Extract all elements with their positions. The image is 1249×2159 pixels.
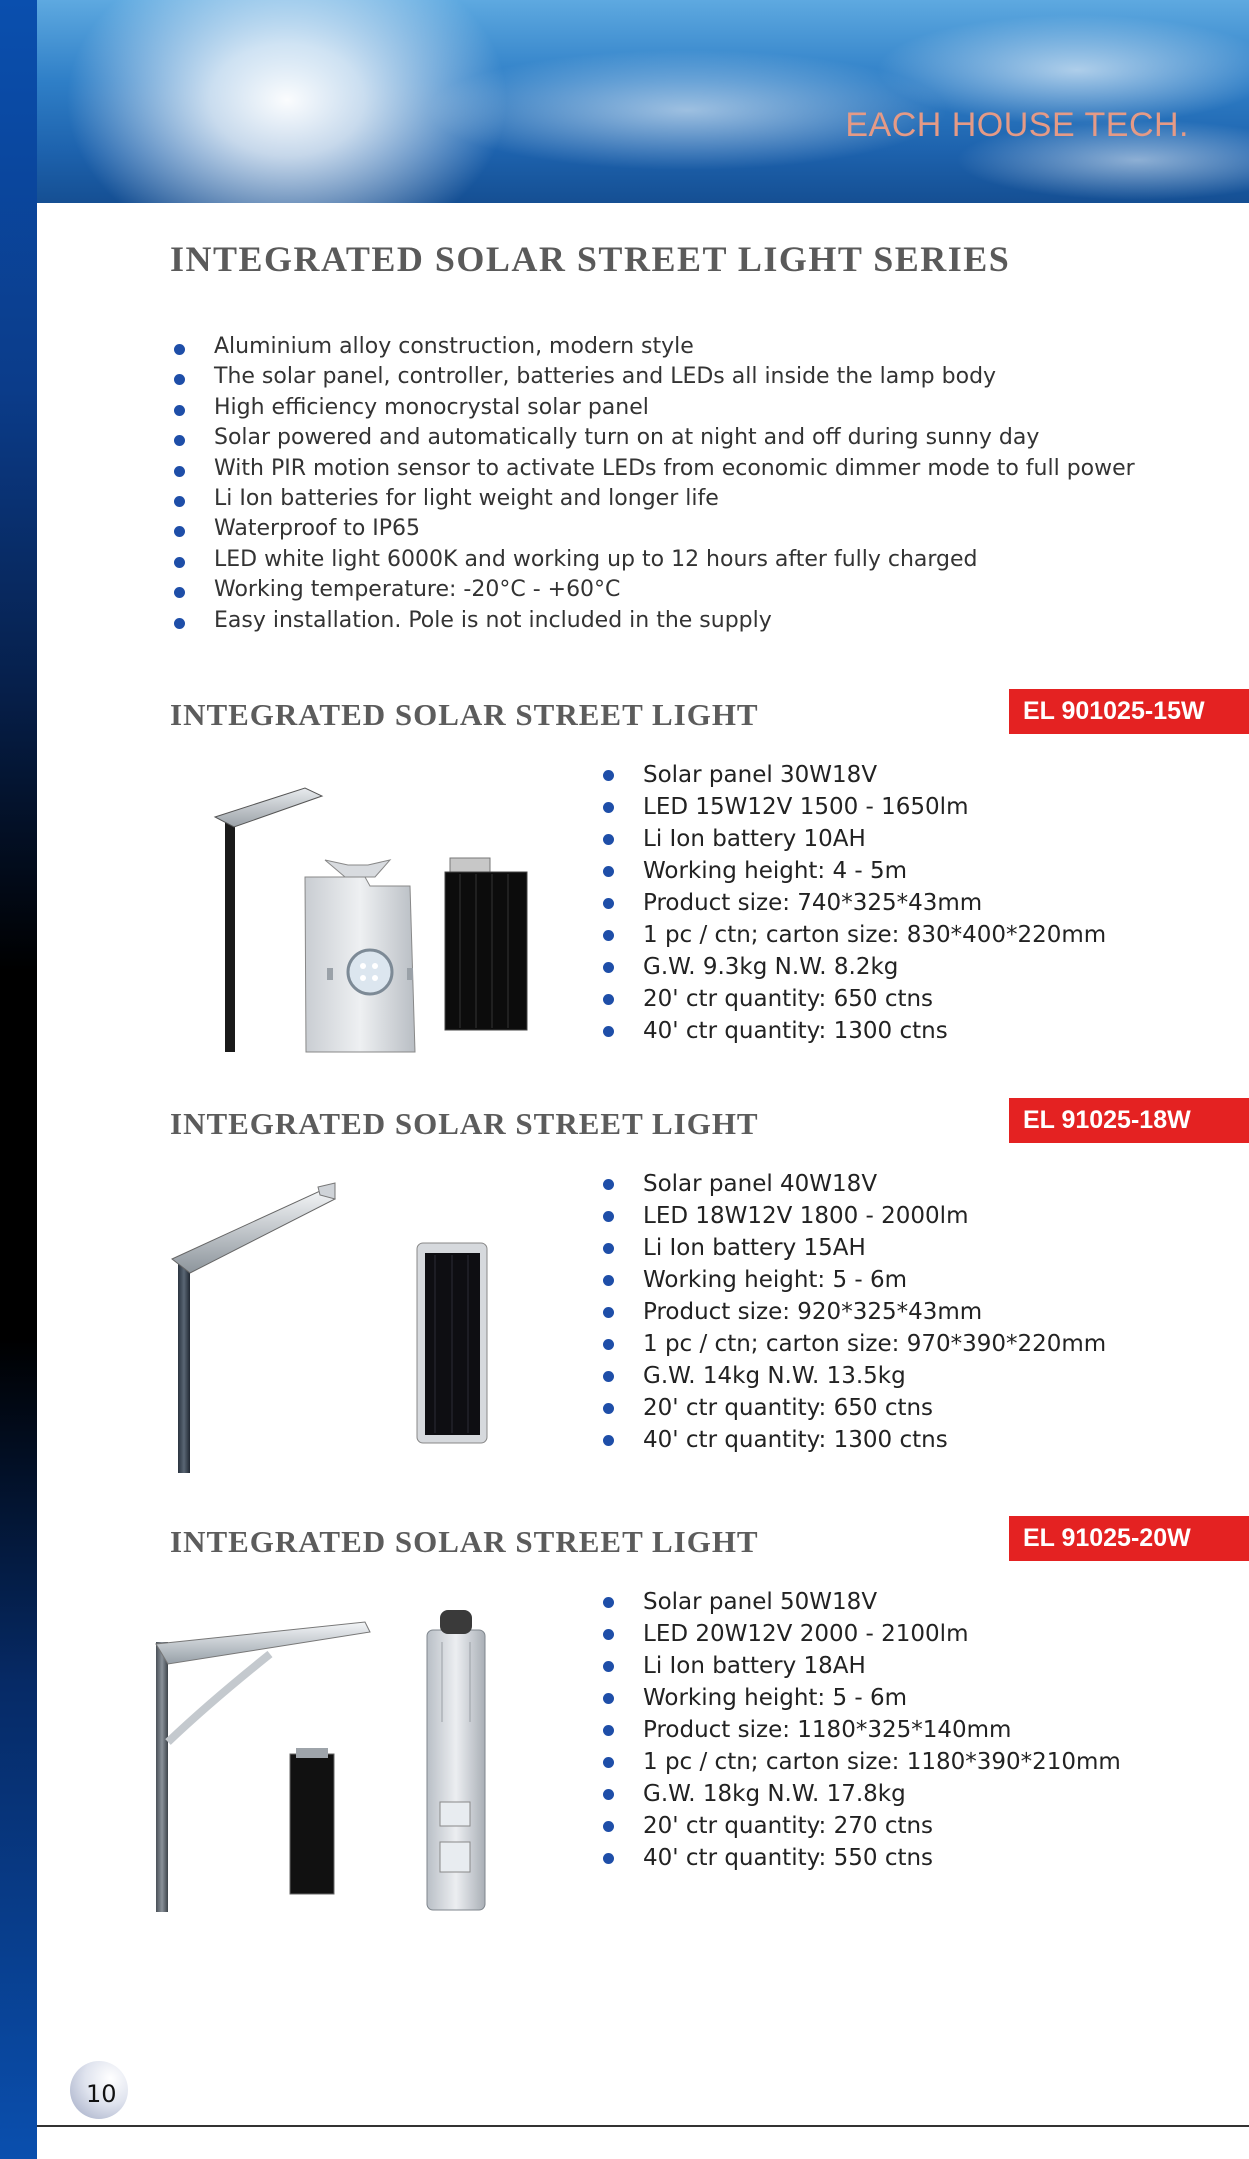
spec-item: 20' ctr quantity: 270 ctns xyxy=(603,1810,1121,1842)
feature-item: Li Ion batteries for light weight and longer life xyxy=(174,484,1135,514)
model-badge: EL 91025-20W xyxy=(1009,1516,1249,1561)
feature-item: Easy installation. Pole is not included in the supply xyxy=(174,606,1135,636)
section-title: INTEGRATED SOLAR STREET LIGHT xyxy=(170,697,759,732)
spec-list xyxy=(603,759,1106,1047)
spec-item: 20' ctr quantity: 650 ctns xyxy=(603,983,1106,1015)
sky-header-banner xyxy=(37,0,1249,203)
feature-list xyxy=(174,332,1135,636)
spec-item: Product size: 740*325*43mm xyxy=(603,887,1106,919)
footer-divider xyxy=(37,2125,1249,2127)
spec-item: Li Ion battery 10AH xyxy=(603,823,1106,855)
feature-item: Aluminium alloy construction, modern style xyxy=(174,332,1135,362)
spec-item: Working height: 4 - 5m xyxy=(603,855,1106,887)
spec-item: Solar panel 30W18V xyxy=(603,759,1106,791)
spec-item: Product size: 1180*325*140mm xyxy=(603,1714,1121,1746)
brand-name: EACH HOUSE TECH. xyxy=(845,106,1189,144)
product-section-18w xyxy=(0,1106,1249,1506)
feature-item: High efficiency monocrystal solar panel xyxy=(174,393,1135,423)
spec-item: 1 pc / ctn; carton size: 830*400*220mm xyxy=(603,919,1106,951)
spec-item: Working height: 5 - 6m xyxy=(603,1264,1106,1296)
spec-item: LED 15W12V 1500 - 1650lm xyxy=(603,791,1106,823)
feature-item: LED white light 6000K and working up to 12 hours after fully charged xyxy=(174,545,1135,575)
page-title: INTEGRATED SOLAR STREET LIGHT SERIES xyxy=(170,239,1011,279)
spec-item: 40' ctr quantity: 1300 ctns xyxy=(603,1015,1106,1047)
feature-item: The solar panel, controller, batteries and LEDs all inside the lamp body xyxy=(174,362,1135,392)
product-section-15w xyxy=(0,697,1249,1097)
feature-item: Waterproof to IP65 xyxy=(174,514,1135,544)
spec-item: 40' ctr quantity: 550 ctns xyxy=(603,1842,1121,1874)
spec-item: 20' ctr quantity: 650 ctns xyxy=(603,1392,1106,1424)
page-number: 10 xyxy=(70,2061,128,2119)
spec-item: LED 20W12V 2000 - 2100lm xyxy=(603,1618,1121,1650)
spec-list xyxy=(603,1168,1106,1456)
street-light-20w-image xyxy=(150,1602,520,1917)
model-badge: EL 91025-18W xyxy=(1009,1098,1249,1143)
spec-item: LED 18W12V 1800 - 2000lm xyxy=(603,1200,1106,1232)
spec-item: Product size: 920*325*43mm xyxy=(603,1296,1106,1328)
spec-item: Working height: 5 - 6m xyxy=(603,1682,1121,1714)
spec-item: 40' ctr quantity: 1300 ctns xyxy=(603,1424,1106,1456)
spec-item: Li Ion battery 15AH xyxy=(603,1232,1106,1264)
street-light-15w-image xyxy=(170,782,550,1057)
spec-item: 1 pc / ctn; carton size: 970*390*220mm xyxy=(603,1328,1106,1360)
spec-item: G.W. 9.3kg N.W. 8.2kg xyxy=(603,951,1106,983)
section-title: INTEGRATED SOLAR STREET LIGHT xyxy=(170,1524,759,1559)
spec-item: Li Ion battery 18AH xyxy=(603,1650,1121,1682)
street-light-18w-image xyxy=(170,1181,510,1476)
spec-list xyxy=(603,1586,1121,1874)
model-badge: EL 901025-15W xyxy=(1009,689,1249,734)
feature-item: Working temperature: -20°C - +60°C xyxy=(174,575,1135,605)
feature-item: Solar powered and automatically turn on at night and off during sunny day xyxy=(174,423,1135,453)
section-title: INTEGRATED SOLAR STREET LIGHT xyxy=(170,1106,759,1141)
spec-item: Solar panel 40W18V xyxy=(603,1168,1106,1200)
spec-item: Solar panel 50W18V xyxy=(603,1586,1121,1618)
feature-item: With PIR motion sensor to activate LEDs from economic dimmer mode to full power xyxy=(174,454,1135,484)
spec-item: 1 pc / ctn; carton size: 1180*390*210mm xyxy=(603,1746,1121,1778)
spec-item: G.W. 18kg N.W. 17.8kg xyxy=(603,1778,1121,1810)
spec-item: G.W. 14kg N.W. 13.5kg xyxy=(603,1360,1106,1392)
product-section-20w xyxy=(0,1524,1249,1924)
